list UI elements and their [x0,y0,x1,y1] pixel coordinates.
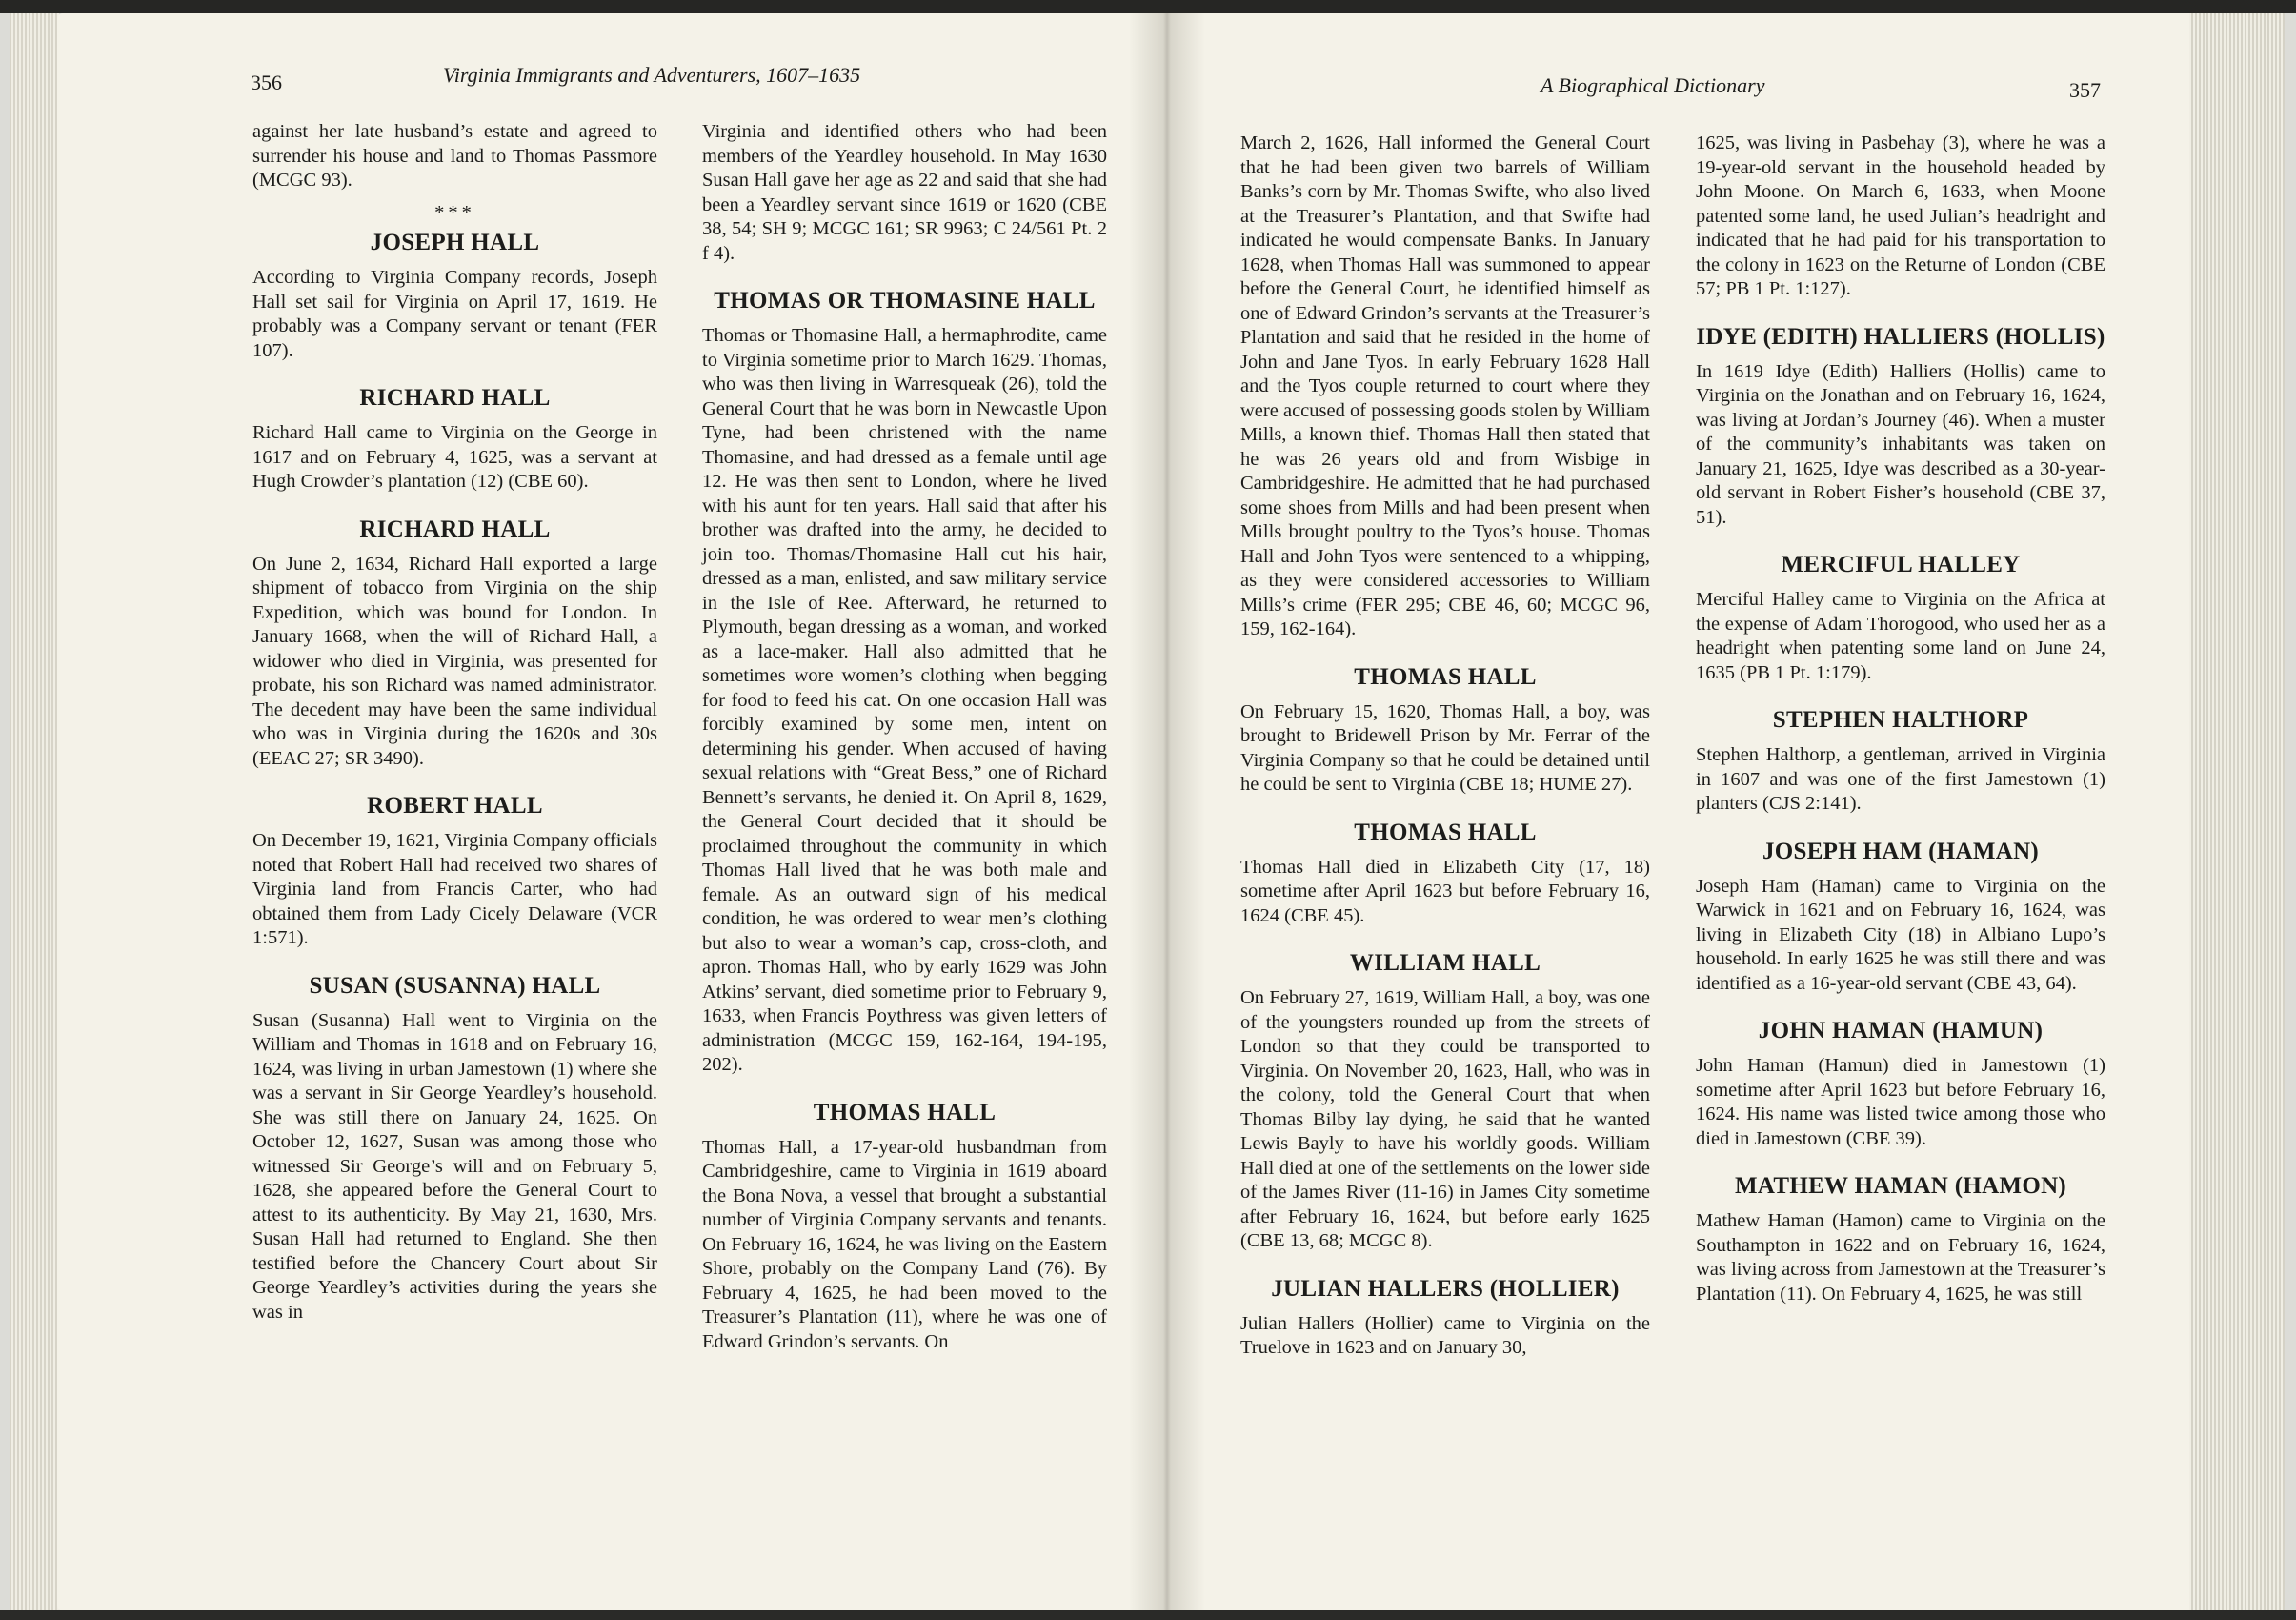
entry-heading: JOSEPH HALL [370,230,540,255]
entry-heading: ROBERT HALL [367,793,543,819]
entry-heading: THOMAS HALL [1354,819,1537,845]
entry-text: Stephen Halthorp, a gentleman, arrived in Virginia in 1607 and was one of the first Jamestown (1) planters (CJS 2:141). [1696,744,2105,814]
entry-heading: MATHEW HAMAN (HAMON) [1734,1173,2067,1199]
entry-text: On February 27, 1619, William Hall, a boy, was one of the youngsters rounded up from the streets of London so that they could be transported to Virginia. On November 20, 1623, Hall, who was in the colony, told the General Court that when Thomas Bilby lay dying, he said that he wanted Lewis Bayly to have his worldly goods. William Hall died at one of the settlements on the lower side of the James River (11-16) in James City sometime after February 16, 1624, but before early 1625 (CBE 13, 68; MCGC 8). [1240,987,1650,1251]
entry-text: John Haman (Hamun) died in Jamestown (1) sometime after April 1623 but before February 16, 1624. His name was listed twice among those who died in Jamestown (CBE 39). [1696,1055,2105,1149]
entry-heading: RICHARD HALL [359,385,551,411]
entry-heading: SUSAN (SUSANNA) HALL [309,972,601,999]
entry-heading: STEPHEN HALTHORP [1772,707,2029,733]
entry-heading: JULIAN HALLERS (HOLLIER) [1271,1275,1620,1302]
book-gutter [1129,13,1205,1610]
entry-text: Susan (Susanna) Hall went to Virginia on the William and Thomas in 1618 and on February 16, 1624, was living in urban Jamestown (1) where she was a servant in Sir George Yeardley’s household. She was still there on January 24, 1625. On October 12, 1627, Susan was among those who witnessed Sir George’s will and on February 5, 1628, she appeared before the General Court to attest to its authenticity. By May 21, 1630, Mrs. Susan Hall had returned to England. She then testified before the Chancery Court about Sir George Yeardley’s activities during the years she was in [252,1009,657,1323]
continuation-text: 1625, was living in Pasbehay (3), where he was a 19-year-old servant in the household headed by John Moone. On March 6, 1633, when Moone patented some land, he used Julian’s headright and indicated that he had paid for his transportation to the colony in 1623 on the Returne of London (CBE 57; PB 1 Pt. 1:127). [1696,132,2105,299]
entry-text: On December 19, 1621, Virginia Company officials noted that Robert Hall had received two shares of Virginia land from Francis Carter, who had obtained them from Lady Cicely Delaware (VCR 1:571). [252,830,657,948]
entry-text: Thomas or Thomasine Hall, a hermaphrodite, came to Virginia sometime prior to March 1629. Thomas, who was then living in Warresqueak (26), told the General Court that he was born in Newcastle Upon Tyne, had been christened with the name Thomasine, and had dressed as a female until age 12. He was then sent to London, where he lived with his aunt for ten years. Hall said that after his brother was drafted into the army, he decided to join too. Thomas/Thomasine Hall cut his hair, dressed as a man, enlisted, and saw military service in the Isle of Ree. Afterward, he returned to Plymouth, began dressing as a woman, and worked as a lace-maker. Hall also admitted that he sometimes wore women’s clothing when begging for food to feed his cat. On one occasion Hall was forcibly examined by some men, intent on determining his gender. When accused of having sexual relations with “Great Bess,” one of Richard Bennett’s servants, he denied it. On April 8, 1629, the General Court decided that it should be proclaimed throughout the community in which Thomas Hall lived that he was both male and female. As an outward sign of his medical condition, he was ordered to wear men’s clothing but also to wear a woman’s cap, cross-cloth, and apron. Thomas Hall, who by early 1629 was John Atkins’ servant, died sometime prior to February 9, 1633, when Francis Poythress was given letters of administration (MCGC 159, 162-164, 194-195, 202). [702,325,1107,1075]
entry-text: Julian Hallers (Hollier) came to Virginia on the Truelove in 1623 and on January 30, [1240,1312,1650,1358]
entry-heading: IDYE (EDITH) HALLIERS (HOLLIS) [1696,323,2105,350]
continuation-text: against her late husband’s estate and agreed to surrender his house and land to Thomas Passmore (MCGC 93). [252,121,657,191]
right-column-1 [1240,132,1650,1368]
entry-text: Thomas Hall died in Elizabeth City (17, 18) sometime after April 1623 but before February 16, 1624 (CBE 45). [1240,856,1650,926]
bottom-border [0,1610,2296,1620]
entry-heading: RICHARD HALL [359,516,551,542]
entry-text: Richard Hall came to Virginia on the George in 1617 and on February 4, 1625, was a servant at Hugh Crowder’s plantation (12) (CBE 60). [252,422,657,492]
entry-text: On June 2, 1634, Richard Hall exported a large shipment of tobacco from Virginia on the ship Expedition, which was bound for London. In January 1668, when the will of Richard Hall, a widower who died in Virginia, was presented for probate, his son Richard was named administrator. The decedent may have been the same individual who was in Virginia during the 1620s and 30s (EEAC 27; SR 3490). [252,553,657,769]
entry-text: On February 15, 1620, Thomas Hall, a boy, was brought to Bridewell Prison by Mr. Ferrar of the Virginia Company so that he could be detained until he could be sent to Virginia (CBE 18; HUME 27). [1240,700,1650,795]
left-column-1 [252,120,657,1332]
entry-heading: WILLIAM HALL [1349,950,1541,976]
entry-text: Merciful Halley came to Virginia on the Africa at the expense of Adam Thorogood, who used her as a headright when patenting some land on June 24, 1635 (PB 1 Pt. 1:179). [1696,589,2105,683]
continuation-text: Virginia and identified others who had been members of the Yeardley household. In May 1630 Susan Hall gave her age as 22 and said that she had been a Yeardley servant since 1619 or 1620 (CBE 38, 54; SH 9; MCGC 161; SR 9963; C 24/561 Pt. 2 f 4). [702,121,1107,264]
entry-heading: THOMAS HALL [813,1099,997,1125]
right-page-edges [2189,13,2285,1610]
entry-heading: THOMAS HALL [1354,663,1537,690]
left-page-number: 356 [251,71,282,94]
right-column-2 [1696,132,2105,1314]
entry-text: Mathew Haman (Hamon) came to Virginia on the Southampton in 1622 and on February 16, 1624, was living across from Jamestown at the Treasurer’s Plantation (11). On February 4, 1625, he was still [1696,1210,2105,1305]
right-page-number: 357 [2069,78,2101,102]
entry-text: Thomas Hall, a 17-year-old husbandman from Cambridgeshire, came to Virginia in 1619 aboard the Bona Nova, a vessel that brought a substantial number of Virginia Company servants and tenants. On February 16, 1624, he was living on the Eastern Shore, probably on the Company Land (76). By February 4, 1625, he had been moved to the Treasurer’s Plantation (11), where he was one of Edward Grindon’s servants. On [702,1136,1107,1352]
section-separator: *** [434,201,475,223]
top-border [0,0,2296,13]
left-column-2 [702,120,1107,1362]
entry-heading: JOHN HAMAN (HAMUN) [1758,1018,2044,1043]
right-running-head: A Biographical Dictionary [1541,73,1765,97]
entry-heading: JOSEPH HAM (HAMAN) [1762,838,2040,864]
entry-text: In 1619 Idye (Edith) Halliers (Hollis) came to Virginia on the Jonathan and on February 16, 1624, was living at Jordan’s Journey (46). When a muster of the community’s inhabitants was taken on January 21, 1625, Idye was described as a 30-year-old servant in Robert Fisher’s household (CBE 37, 51). [1696,360,2105,528]
left-page-edges [10,13,59,1610]
entry-heading: MERCIFUL HALLEY [1781,552,2021,577]
entry-text: Joseph Ham (Haman) came to Virginia on the Warwick in 1621 and on February 16, 1624, was living in Elizabeth City (18) in Albiano Lupo’s household. In early 1625 he was still there and was identified as a 16-year-old servant (CBE 43, 64). [1696,875,2105,994]
entry-text: According to Virginia Company records, Joseph Hall set sail for Virginia on April 17, 1619. He probably was a Company servant or tenant (FER 107). [252,267,657,361]
entry-heading: THOMAS OR THOMASINE HALL [714,288,1096,314]
left-running-head: Virginia Immigrants and Adventurers, 1607–1635 [443,63,861,87]
continuation-text: March 2, 1626, Hall informed the General Court that he had been given two barrels of William Banks’s corn by Mr. Thomas Swifte, who also lived at the Treasurer’s Plantation, and that Swifte had indicated he would compensate Banks. In January 1628, when Thomas Hall was summoned to appear before the General Court, he identified himself as one of Edward Grindon’s servants at the Treasurer’s Plantation and said that he resided in the home of John and Jane Tyos. In early February 1628 Hall and the Tyos couple returned to court where they were accused of possessing goods stolen by William Mills, a known thief. Thomas Hall then stated that he was 26 years old and from Wisbige in Cambridgeshire. He admitted that he had purchased some shoes from Mills and had been present when Mills brought poultry to the Tyos’s house. Thomas Hall and John Tyos were sentenced to a whipping, as they were considered accessories to William Mills’s crime (FER 295; CBE 46, 60; MCGC 96, 159, 162-164). [1240,132,1650,639]
